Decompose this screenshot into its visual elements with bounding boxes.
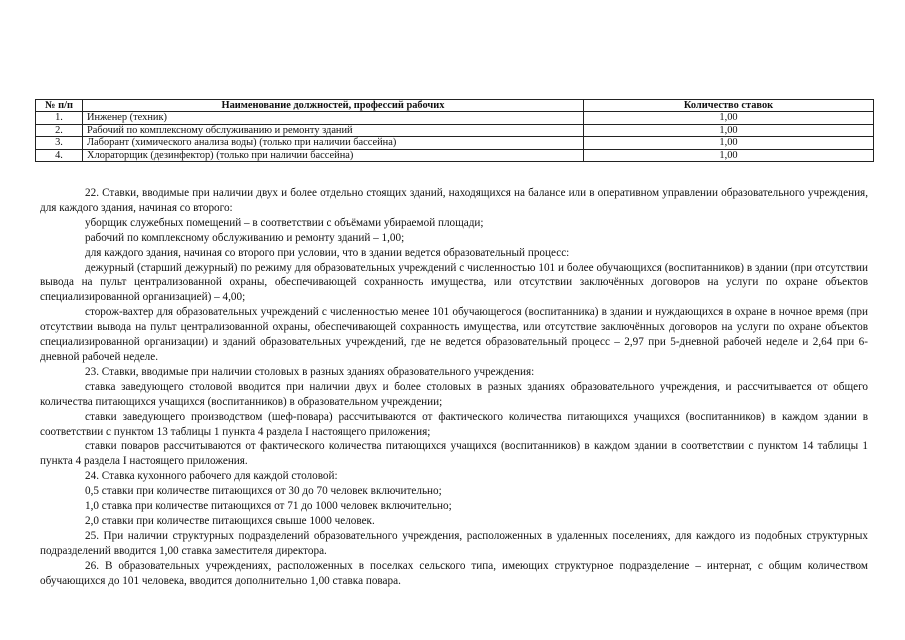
paragraph: 25. При наличии структурных подразделений образовательного учреждения, расположенных в удаленных поселениях, для каждого из подобных структурных подразделений вводится 1,00 ставка заместителя директора. [40,529,868,557]
row-num: 1. [36,112,83,124]
table-row [36,137,874,149]
paragraph: 24. Ставка кухонного рабочего для каждой столовой: [85,470,338,483]
table-row [36,112,874,124]
paragraph: ставка заведующего столовой вводится при наличии двух и более столовых в разных зданиях образовательного учреждения, и рассчитывается от общего количества питающихся учащихся (воспитанников) в образовательном учреждении; [40,380,868,408]
body-text [40,186,868,588]
row-name: Хлораторщик (дезинфектор) (только при наличии бассейна) [83,149,584,161]
paragraph: для каждого здания, начиная со второго при условии, что в здании ведется образовательный процесс: [85,246,570,259]
staff-positions-table [35,99,874,162]
paragraph: рабочий по комплексному обслуживанию и ремонту зданий – 1,00; [85,231,405,244]
paragraph: 0,5 ставки при количестве питающихся от 30 до 70 человек включительно; [85,485,442,498]
paragraph: ставки поваров рассчитываются от фактического количества питающихся учащихся (воспитанников) в каждом здании в соответствии с пунктом 14 таблицы 1 пункта 4 раздела I настоящего приложения. [40,440,868,468]
row-name: Рабочий по комплексному обслуживанию и ремонту зданий [83,124,584,136]
paragraph: сторож-вахтер для образовательных учреждений с численностью менее 101 обучающегося (воспитанника) в здании и нуждающихся в охране в ночное время (при отсутствии вывода на пульт централизованной охраны, обеспечивающей сохранность имущества, или отсутствие заключённых договоров на услуги по охране объектов специализированной организации) и зданий образовательных учреждений, где не ведется образовательный процесс – 2,97 при 5-дневной рабочей неделе и 2,64 при 6-дневной рабочей неделе. [40,306,868,363]
paragraph: 26. В образовательных учреждениях, расположенных в поселках сельского типа, имеющих структурное подразделение – интернат, с общим количеством обучающихся до 101 человека, вводится дополнительно 1,00 ставка повара. [40,559,868,587]
row-num: 2. [36,124,83,136]
paragraph: ставки заведующего производством (шеф-повара) рассчитываются от фактического количества питающихся учащихся (воспитанников) в каждом здании в соответствии с пунктом 13 таблицы 1 пункта 4 раздела I настоящего приложения; [40,410,868,438]
row-name: Инженер (техник) [83,112,584,124]
table-row [36,149,874,161]
row-qty: 1,00 [584,149,874,161]
paragraph: 2,0 ставки при количестве питающихся свыше 1000 человек. [85,514,375,527]
header-num: № п/п [36,100,83,112]
table-row [36,124,874,136]
paragraph: 1,0 ставка при количестве питающихся от 71 до 1000 человек включительно; [85,500,452,513]
paragraph: 23. Ставки, вводимые при наличии столовых в разных зданиях образовательного учреждения: [85,365,535,378]
table-header-row [36,100,874,112]
paragraph: 22. Ставки, вводимые при наличии двух и более отдельно стоящих зданий, находящихся на балансе или в оперативном управлении образовательного учреждения, для каждого здания, начиная со второго: [40,187,868,214]
row-qty: 1,00 [584,137,874,149]
row-num: 4. [36,149,83,161]
header-name: Наименование должностей, профессий рабочих [83,100,584,112]
header-qty: Количество ставок [584,100,874,112]
row-name: Лаборант (химического анализа воды) (только при наличии бассейна) [83,137,584,149]
paragraph: дежурный (старший дежурный) по режиму для образовательных учреждений с численностью 101 и более обучающихся (воспитанников) в здании (при отсутствии вывода на пульт централизованной охраны, обеспечивающей сохранность имущества, или отсутствии заключённых договоров на услуги по охране объектов специализированной организацией) – 4,00; [40,261,868,304]
paragraph: уборщик служебных помещений – в соответствии с объёмами убираемой площади; [85,216,484,229]
row-num: 3. [36,137,83,149]
row-qty: 1,00 [584,124,874,136]
row-qty: 1,00 [584,112,874,124]
